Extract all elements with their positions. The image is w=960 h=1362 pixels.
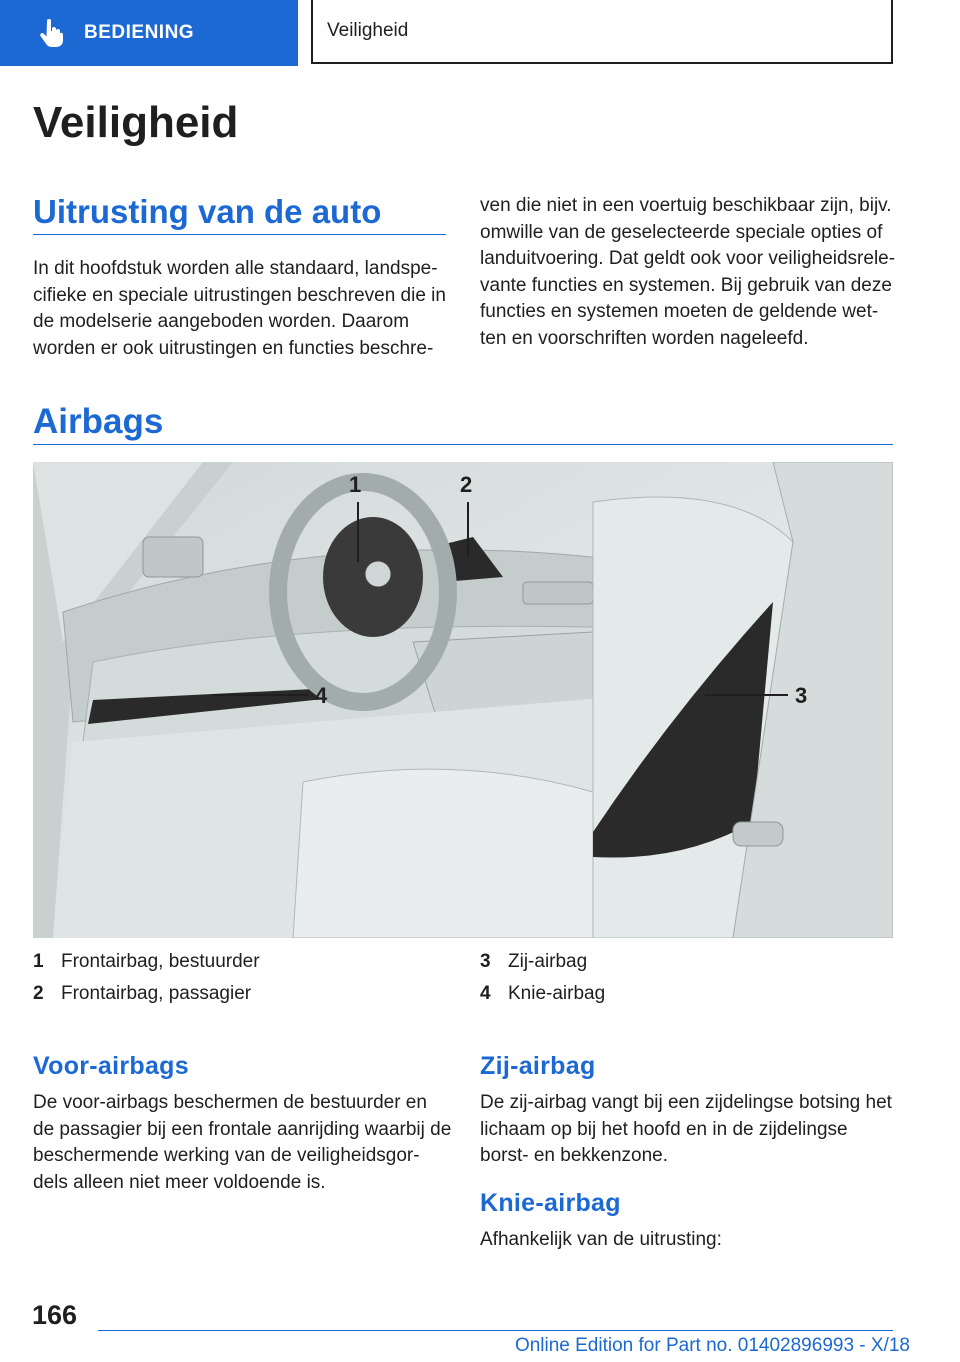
legend-item	[480, 978, 605, 1010]
section-tab[interactable]	[0, 0, 298, 66]
pointing-hand-icon	[38, 19, 64, 47]
chapter-header	[311, 0, 893, 64]
legend-label: Knie-airbag	[508, 983, 606, 1004]
equipment-text-col1	[33, 256, 446, 362]
heading-rule	[33, 234, 446, 235]
heading-rule	[33, 444, 893, 445]
legend-number: 1	[33, 951, 44, 972]
section-label: BEDIENING	[84, 22, 195, 43]
text-line: ven die niet in een voertuig beschikbaar zijn, bijv.	[480, 195, 892, 216]
text-line: borst- en bekkenzone.	[480, 1145, 669, 1166]
text-line: De zij-airbag vangt bij een zijdelingse botsing het	[480, 1092, 892, 1113]
callout-4: 4	[315, 683, 328, 708]
legend-number: 3	[480, 951, 491, 972]
footer-rule	[98, 1330, 893, 1331]
subheading-front-airbags: Voor-airbags	[33, 1052, 189, 1080]
text-line: Afhankelijk van de uitrusting:	[480, 1229, 722, 1250]
legend-item	[33, 946, 260, 978]
text-line: de passagier bij een frontale aanrijding waarbij de	[33, 1118, 452, 1140]
text-line: functies en systemen moeten de geldende wet-	[480, 301, 879, 322]
legend-label: Frontairbag, bestuurder	[61, 951, 260, 972]
footer-text[interactable]: Online Edition for Part no. 01402896993 - X/18	[514, 1335, 910, 1356]
legend-label: Zij-airbag	[508, 951, 588, 972]
text-line: worden er ook uitrustingen en functies beschre-	[33, 337, 434, 359]
legend-item	[480, 946, 605, 978]
subheading-knee-airbag: Knie-airbag	[480, 1189, 621, 1217]
section-heading-airbags: Airbags	[33, 402, 164, 441]
page-number: 166	[32, 1300, 78, 1330]
text-line: lichaam op bij het hoofd en in de zijdelingse	[480, 1118, 848, 1140]
text-line: dels alleen niet meer voldoende is.	[33, 1171, 326, 1193]
legend-left	[33, 946, 260, 1010]
callout-2: 2	[460, 472, 473, 497]
callout-3: 3	[795, 683, 808, 708]
subheading-side-airbag: Zij-airbag	[480, 1052, 596, 1080]
text-line: ten en voorschriften worden nageleefd.	[480, 327, 809, 349]
legend-item	[33, 978, 260, 1010]
legend-right	[480, 946, 605, 1010]
text-line: omwille van de geselecteerde speciale opties of	[480, 221, 883, 243]
callout-1: 1	[349, 472, 362, 497]
chapter-label: Veiligheid	[327, 20, 409, 41]
legend-label: Frontairbag, passagier	[61, 983, 252, 1004]
section-heading-equipment: Uitrusting van de auto	[33, 193, 382, 230]
text-line: de modelserie aangeboden worden. Daarom	[33, 311, 410, 332]
legend-number: 4	[480, 983, 491, 1004]
knee-airbag-text	[480, 1227, 722, 1254]
text-line: landuitvoering. Dat geldt ook voor veiligheidsrele-	[480, 248, 896, 269]
airbag-illustration	[33, 462, 893, 938]
front-airbags-text	[33, 1090, 451, 1196]
text-line: In dit hoofdstuk worden alle standaard, landspe-	[33, 258, 438, 279]
text-line: De voor-airbags beschermen de bestuurder en	[33, 1092, 427, 1113]
page-title: Veiligheid	[33, 98, 239, 147]
equipment-text-col2	[480, 193, 895, 352]
legend-number: 2	[33, 983, 44, 1004]
text-line: cifieke en speciale uitrustingen beschreven die in	[33, 284, 446, 306]
side-airbag-text	[480, 1090, 892, 1170]
text-line: beschermende werking van de veiligheidsgor-	[33, 1145, 420, 1166]
text-line: vante functies en systemen. Bij gebruik van deze	[480, 274, 892, 296]
